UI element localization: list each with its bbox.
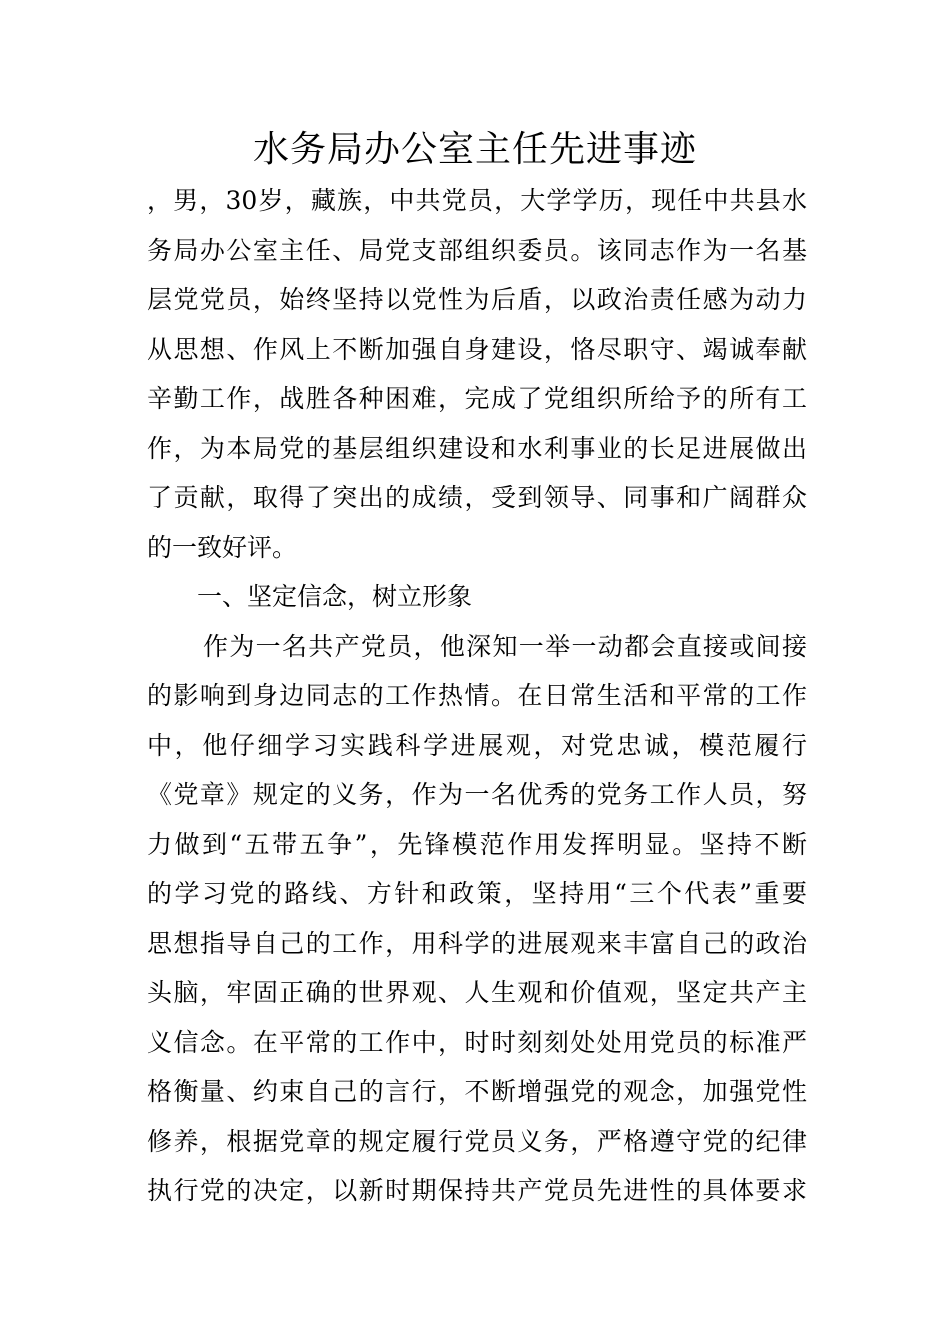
paragraph-2-line-12: 执行党的决定，以新时期保持共产党员先进性的具体要求 — [147, 1176, 807, 1205]
paragraph-1-line-8: 的一致好评。 — [147, 532, 298, 562]
paragraph-2-line-6: 的学习党的路线、方针和政策，坚持用“三个代表”重要 — [147, 879, 807, 908]
paragraph-1-line-2: 务局办公室主任、局党支部组织委员。该同志作为一名基 — [147, 235, 807, 265]
paragraph-1-line-6: 作，为本局党的基层组织建设和水利事业的长足进展做出 — [147, 433, 807, 463]
paragraph-2-line-5: 力做到“五带五争”，先锋模范作用发挥明显。坚持不断 — [147, 829, 807, 859]
paragraph-1-line-7: 了贡献，取得了突出的成绩，受到领导、同事和广阔群众 — [147, 483, 807, 512]
paragraph-1-line-1: ，男，30岁，藏族，中共党员，大学学历，现任中共县水 — [147, 186, 807, 215]
section-1-heading: 一、坚定信念，树立形象 — [197, 582, 473, 611]
paragraph-1-line-3: 层党党员，始终坚持以党性为后盾，以政治责任感为动力 — [147, 285, 807, 314]
paragraph-2-line-4: 《党章》规定的义务，作为一名优秀的党务工作人员，努 — [147, 780, 807, 809]
paragraph-2-line-7: 思想指导自己的工作，用科学的进展观来丰富自己的政治 — [147, 928, 807, 958]
paragraph-2-line-3: 中，他仔细学习实践科学进展观，对党忠诚，模范履行 — [147, 730, 807, 760]
paragraph-1-line-5: 辛勤工作，战胜各种困难，完成了党组织所给予的所有工 — [147, 384, 807, 413]
paragraph-2-line-11: 修养，根据党章的规定履行党员义务，严格遵守党的纪律 — [147, 1126, 807, 1156]
paragraph-2-line-10: 格衡量、约束自己的言行，不断增强党的观念，加强党性 — [147, 1077, 807, 1106]
paragraph-2-line-8: 头脑，牢固正确的世界观、人生观和价值观，坚定共产主 — [147, 978, 807, 1007]
document-body — [147, 176, 807, 1216]
paragraph-2-line-1: 作为一名共产党员，他深知一举一动都会直接或间接 — [203, 631, 807, 661]
paragraph-2-line-9: 义信念。在平常的工作中，时时刻刻处处用党员的标准严 — [147, 1027, 807, 1057]
document-title: 水务局办公室主任先进事迹 — [252, 129, 697, 170]
paragraph-1-line-4: 从思想、作风上不断加强自身建设，恪尽职守、竭诚奉献 — [147, 334, 807, 364]
paragraph-2-line-2: 的影响到身边同志的工作热情。在日常生活和平常的工作 — [147, 681, 807, 710]
